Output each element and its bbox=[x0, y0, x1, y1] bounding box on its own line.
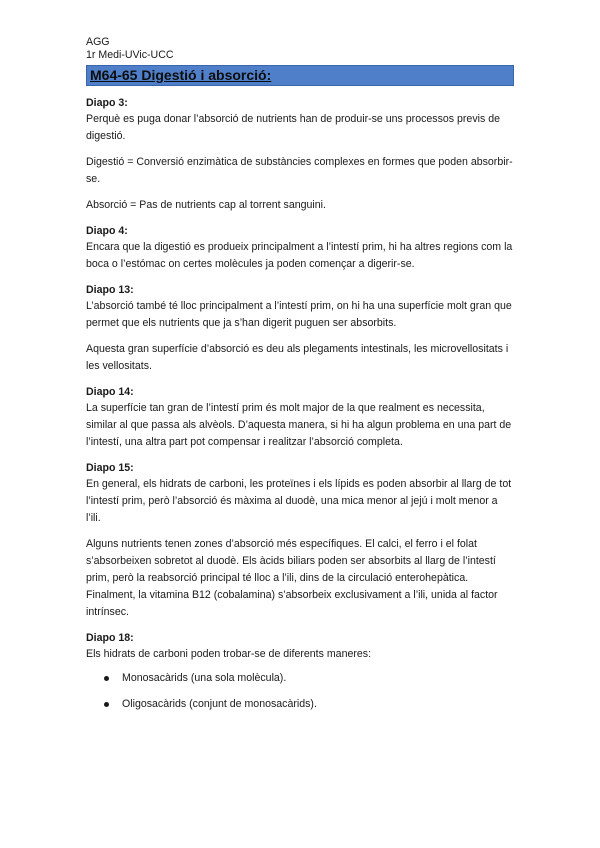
list-item bbox=[104, 670, 514, 687]
section-paragraph: La superfície tan gran de l’intestí prim és molt major de la que realment es necessita, similar al que passa als alvèols. D’aquesta manera, si hi ha algun problema en una part de l’intestí, una altra part pot compensar i realitzar l’absorció completa. bbox=[86, 402, 512, 448]
list-item bbox=[104, 696, 514, 713]
section-diapo-18 bbox=[86, 630, 514, 713]
document-title-bar bbox=[86, 65, 514, 86]
section-paragraph: Perquè es puga donar l’absorció de nutrients han de produir-se uns processos previs de digestió. bbox=[86, 113, 500, 142]
section-heading: Diapo 18: bbox=[86, 632, 134, 644]
list-item-text: Monosacàrids (una sola molècula). bbox=[122, 672, 287, 684]
section-heading: Diapo 3: bbox=[86, 97, 128, 109]
section-heading: Diapo 13: bbox=[86, 284, 134, 296]
section-paragraph: Els hidrats de carboni poden trobar-se de diferents maneres: bbox=[86, 648, 372, 660]
header-author: AGG bbox=[86, 36, 110, 48]
section-paragraph: Alguns nutrients tenen zones d’absorció més específiques. El calci, el ferro i el folat s’absorbeixen sobretot al duodè. Els àcids biliars poden ser absorbits al llarg de l’intestí prim, però la reabsorció principal té lloc a l’ili, dins de la circulació enterohepàtica. Finalment, la vitamina B12 (cobalamina) s’absorbeix exclusivament a l’ili, unida al factor intrínsec. bbox=[86, 538, 498, 618]
section-paragraph: Aquesta gran superfície d’absorció es deu als plegaments intestinals, les microvellositats i les vellositats. bbox=[86, 343, 509, 372]
section-heading: Diapo 14: bbox=[86, 386, 134, 398]
section-heading: Diapo 15: bbox=[86, 462, 134, 474]
section-diapo-4 bbox=[86, 223, 514, 273]
section-paragraph: En general, els hidrats de carboni, les proteïnes i els lípids es poden absorbir al llarg de tot l’intestí prim, però l’absorció és màxima al duodè, una mica menor al jejú i molt menor a l’ili. bbox=[86, 478, 512, 524]
header-course: 1r Medi-UVic-UCC bbox=[86, 49, 174, 61]
section-diapo-15 bbox=[86, 460, 514, 621]
section-paragraph: Absorció = Pas de nutrients cap al torrent sanguini. bbox=[86, 199, 326, 211]
bullet-icon bbox=[104, 702, 109, 707]
section-diapo-14 bbox=[86, 384, 514, 451]
list-item-text: Oligosacàrids (conjunt de monosacàrids). bbox=[122, 698, 317, 710]
section-diapo-3 bbox=[86, 95, 514, 214]
bullet-icon bbox=[104, 676, 109, 681]
section-heading: Diapo 4: bbox=[86, 225, 128, 237]
section-diapo-13 bbox=[86, 282, 514, 375]
bullet-list bbox=[86, 670, 514, 713]
document-title: M64-65 Digestió i absorció: bbox=[90, 67, 272, 83]
section-paragraph: Digestió = Conversió enzimàtica de substàncies complexes en formes que poden absorbir-se. bbox=[86, 156, 513, 185]
section-paragraph: L’absorció també té lloc principalment a l’intestí prim, on hi ha una superfície molt gran que permet que els nutrients que ja s’han digerit puguen ser absorbits. bbox=[86, 300, 512, 329]
section-paragraph: Encara que la digestió es produeix principalment a l’intestí prim, hi ha altres regions com la boca o l’estómac on certes molècules ja poden començar a digerir-se. bbox=[86, 241, 513, 270]
